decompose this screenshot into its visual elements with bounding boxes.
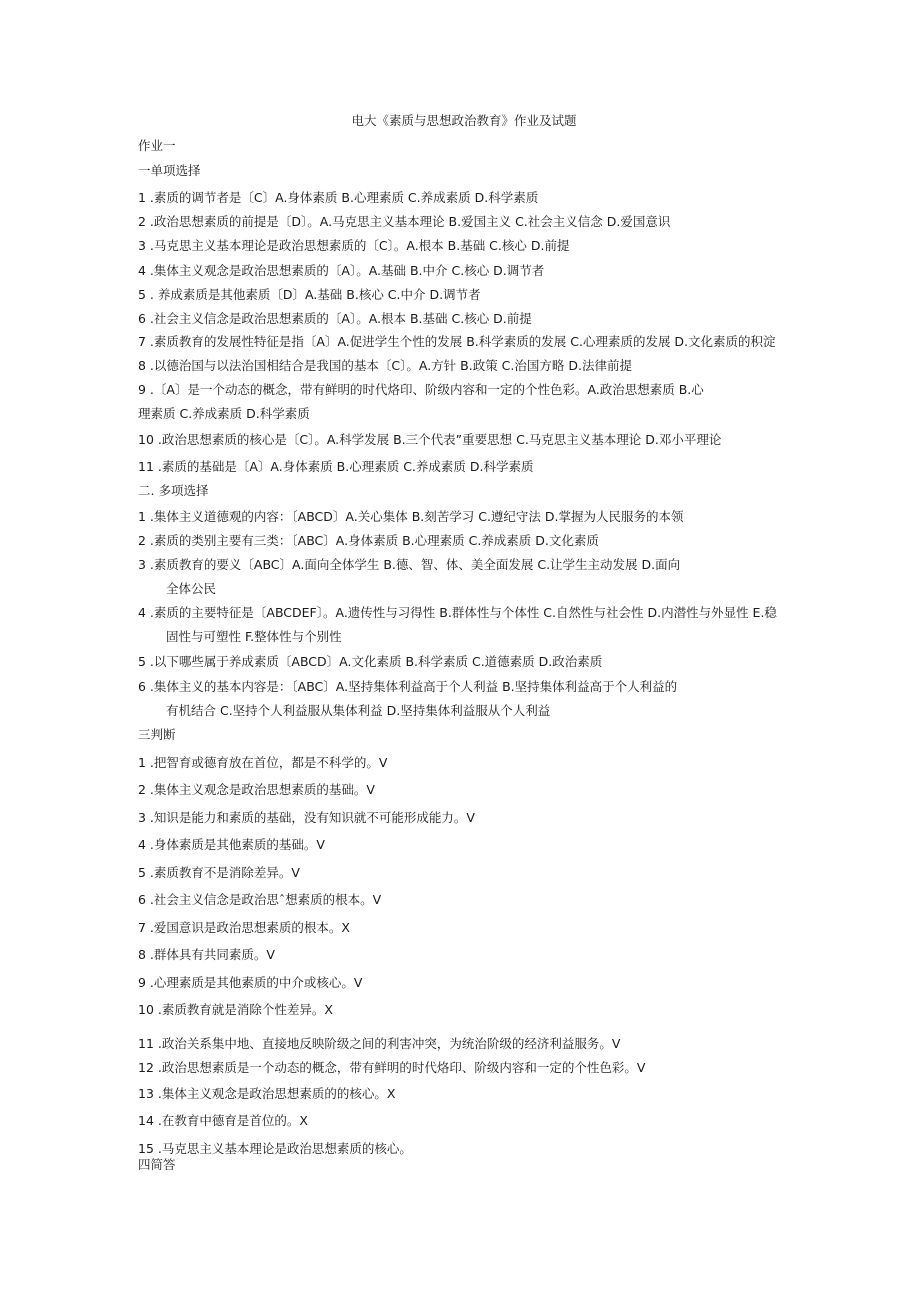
multiple-choice-question: 2 .素质的类别主要有三类：〔ABC〕A.身体素质 B.心理素质 C.养成素质 D.文化素质: [138, 533, 599, 548]
single-choice-question: 11 .素质的基础是〔A〕A.身体素质 B.心理素质 C.养成素质 D.科学素质: [138, 459, 534, 474]
multiple-choice-question-continuation: 固性与可塑性 F.整体性与个别性: [166, 629, 342, 644]
single-choice-question: 4 .集体主义观念是政治思想素质的〔A〕。A.基础 B.中介 C.核心 D.调节者: [138, 263, 545, 278]
section-heading-short-answer: 四简答: [138, 1157, 176, 1172]
multiple-choice-question-continuation: 全体公民: [166, 581, 217, 596]
single-choice-question: 2 .政治思想素质的前提是〔D〕。A.马克思主义基本理论 B.爱国主义 C.社会主义信念 D.爱国意识: [138, 214, 671, 229]
true-false-statement: 14 .在教育中德育是首位的。X: [138, 1113, 308, 1128]
true-false-statement: 5 .素质教育不是消除差异。V: [138, 865, 300, 880]
single-choice-question: 3 .马克思主义基本理论是政治思想素质的〔C〕。A.根本 B.基础 C.核心 D.前提: [138, 238, 570, 253]
assignment-heading: 作业一: [138, 138, 176, 153]
multiple-choice-question: 3 .素质教育的要义〔ABC〕A.面向全体学生 B.德、智、体、美全面发展 C.让学生主动发展 D.面向: [138, 557, 681, 572]
single-choice-question: 9 .〔A〕是一个动态的概念，带有鲜明的时代烙印、阶级内容和一定的个性色彩。A.政治思想素质 B.心: [138, 382, 704, 397]
true-false-statement: 9 .心理素质是其他素质的中介或核心。V: [138, 975, 363, 990]
single-choice-question: 6 .社会主义信念是政治思想素质的〔A〕。A.根本 B.基础 C.核心 D.前提: [138, 311, 532, 326]
multiple-choice-question-continuation: 有机结合 C.坚持个人利益服从集体利益 D.坚持集体利益服从个人利益: [166, 703, 551, 718]
true-false-statement: 1 .把智育或德育放在首位，都是不科学的。V: [138, 755, 388, 770]
single-choice-question: 8 .以德治国与以法治国相结合是我国的基本〔C〕。A.方针 B.政策 C.治国方略 D.法律前提: [138, 358, 632, 373]
true-false-statement: 11 .政治关系集中地、直接地反映阶级之间的利害冲突，为统治阶级的经济利益服务。V: [138, 1036, 621, 1051]
multiple-choice-question: 5 .以下哪些属于养成素质〔ABCD〕A.文化素质 B.科学素质 C.道德素质 D.政治素质: [138, 654, 603, 669]
true-false-statement: 7 .爱国意识是政治思想素质的根本。X: [138, 920, 350, 935]
true-false-statement: 6 .社会主义信念是政治思ˆ想素质的根本。V: [138, 892, 382, 907]
multiple-choice-question: 4 .素质的主要特征是〔ABCDEF〕。A.遗传性与习得性 B.群体性与个体性 C.自然性与社会性 D.内潜性与外显性 E.稳: [138, 605, 777, 620]
true-false-statement: 8 .群体具有共同素质。V: [138, 947, 275, 962]
true-false-statement: 10 .素质教育就是消除个性差异。X: [138, 1002, 333, 1017]
true-false-statement: 3 .知识是能力和素质的基础，没有知识就不可能形成能力。V: [138, 810, 475, 825]
true-false-statement: 15 .马克思主义基本理论是政治思想素质的核心。: [138, 1141, 412, 1156]
single-choice-question-continuation: 理素质 C.养成素质 D.科学素质: [138, 406, 310, 421]
true-false-statement: 13 .集体主义观念是政治思想素质的的核心。X: [138, 1086, 396, 1101]
multiple-choice-question: 6 .集体主义的基本内容是：〔ABC〕A.坚持集体利益高于个人利益 B.坚持集体利益高于个人利益的: [138, 679, 678, 694]
document-title: 电大《素质与思想政治教育》作业及试题: [351, 113, 577, 128]
true-false-statement: 4 .身体素质是其他素质的基础。V: [138, 837, 325, 852]
section-heading-single-choice: 一单项选择: [138, 163, 201, 178]
true-false-statement: 12 .政治思想素质是一个动态的概念，带有鲜明的时代烙印、阶级内容和一定的个性色彩。V: [138, 1060, 646, 1075]
single-choice-question: 7 .素质教育的发展性特征是指〔A〕A.促进学生个性的发展 B.科学素质的发展 C.心理素质的发展 D.文化素质的积淀: [138, 334, 776, 349]
single-choice-question: 1 .素质的调节者是〔C〕A.身体素质 B.心理素质 C.养成素质 D.科学素质: [138, 190, 539, 205]
true-false-statement: 2 .集体主义观念是政治思想素质的基础。V: [138, 782, 375, 797]
single-choice-question: 5 . 养成素质是其他素质〔D〕A.基础 B.核心 C.中介 D.调节者: [138, 287, 481, 302]
multiple-choice-question: 1 .集体主义道德观的内容：〔ABCD〕A.关心集体 B.刻苦学习 C.遵纪守法 D.掌握为人民服务的本领: [138, 509, 684, 524]
section-heading-multiple-choice: 二. 多项选择: [138, 483, 209, 498]
section-heading-true-false: 三判断: [138, 727, 176, 742]
single-choice-question: 10 .政治思想素质的核心是〔C〕。A.科学发展 B.三个代表”重要思想 C.马克思主义基本理论 D.邓小平理论: [138, 432, 722, 447]
